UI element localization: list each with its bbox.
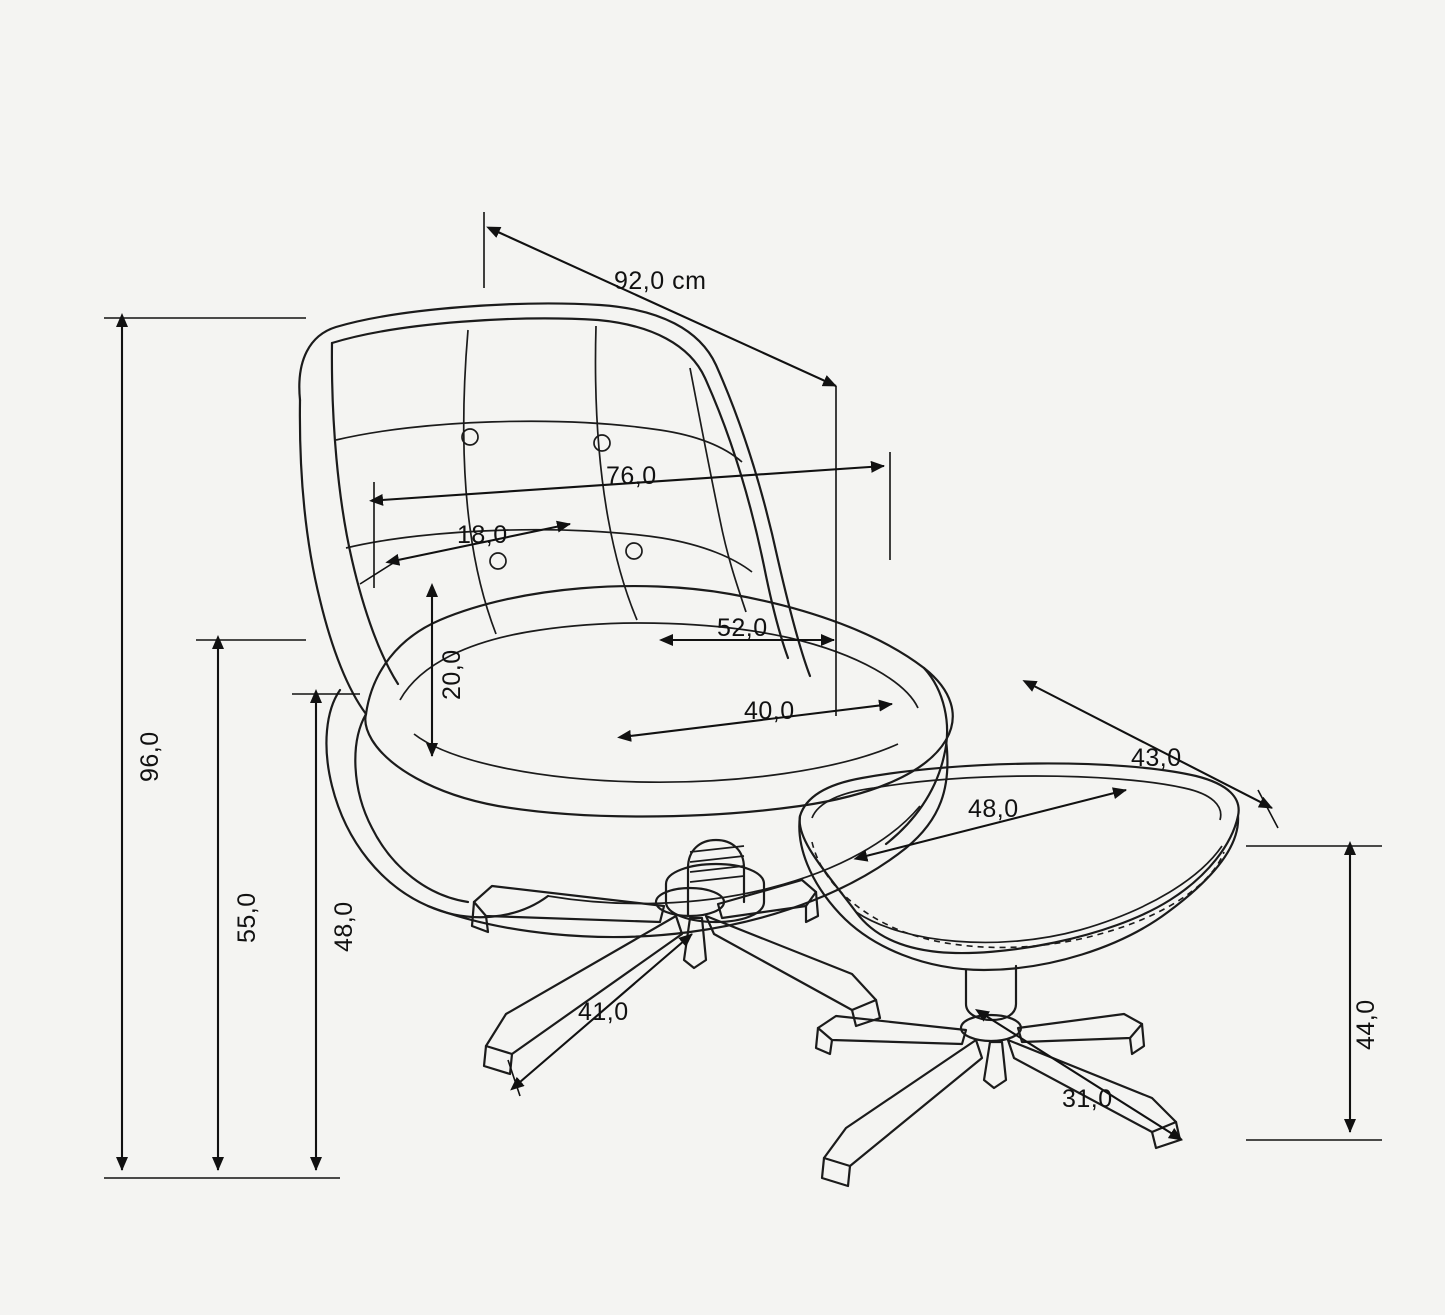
dimension-label-stool-width: 48,0 (968, 795, 1019, 823)
dimension-label-seat-width: 52,0 (717, 614, 768, 642)
dimension-label-seat-depth: 40,0 (744, 697, 795, 725)
dimension-annotations (104, 212, 1382, 1178)
dimension-label-depth-overall: 92,0 cm (614, 267, 707, 295)
footstool-illustration (799, 763, 1238, 1186)
dimension-label-stool-height: 44,0 (1352, 999, 1380, 1050)
dimension-label-seat-cushion-height: 20,0 (438, 649, 466, 700)
dimension-label-arm-height: 48,0 (330, 901, 358, 952)
dimension-label-total-height: 96,0 (136, 731, 164, 782)
dimension-label-width-overall: 76,0 (606, 462, 657, 490)
dimension-label-back-height: 55,0 (233, 892, 261, 943)
dimension-label-stool-base-span: 31,0 (1062, 1085, 1113, 1113)
dimension-label-base-span: 41,0 (578, 998, 629, 1026)
dimension-label-stool-depth: 43,0 (1131, 744, 1182, 772)
dimension-label-armrest-inner: 18,0 (457, 521, 508, 549)
armchair-illustration (299, 304, 952, 1074)
